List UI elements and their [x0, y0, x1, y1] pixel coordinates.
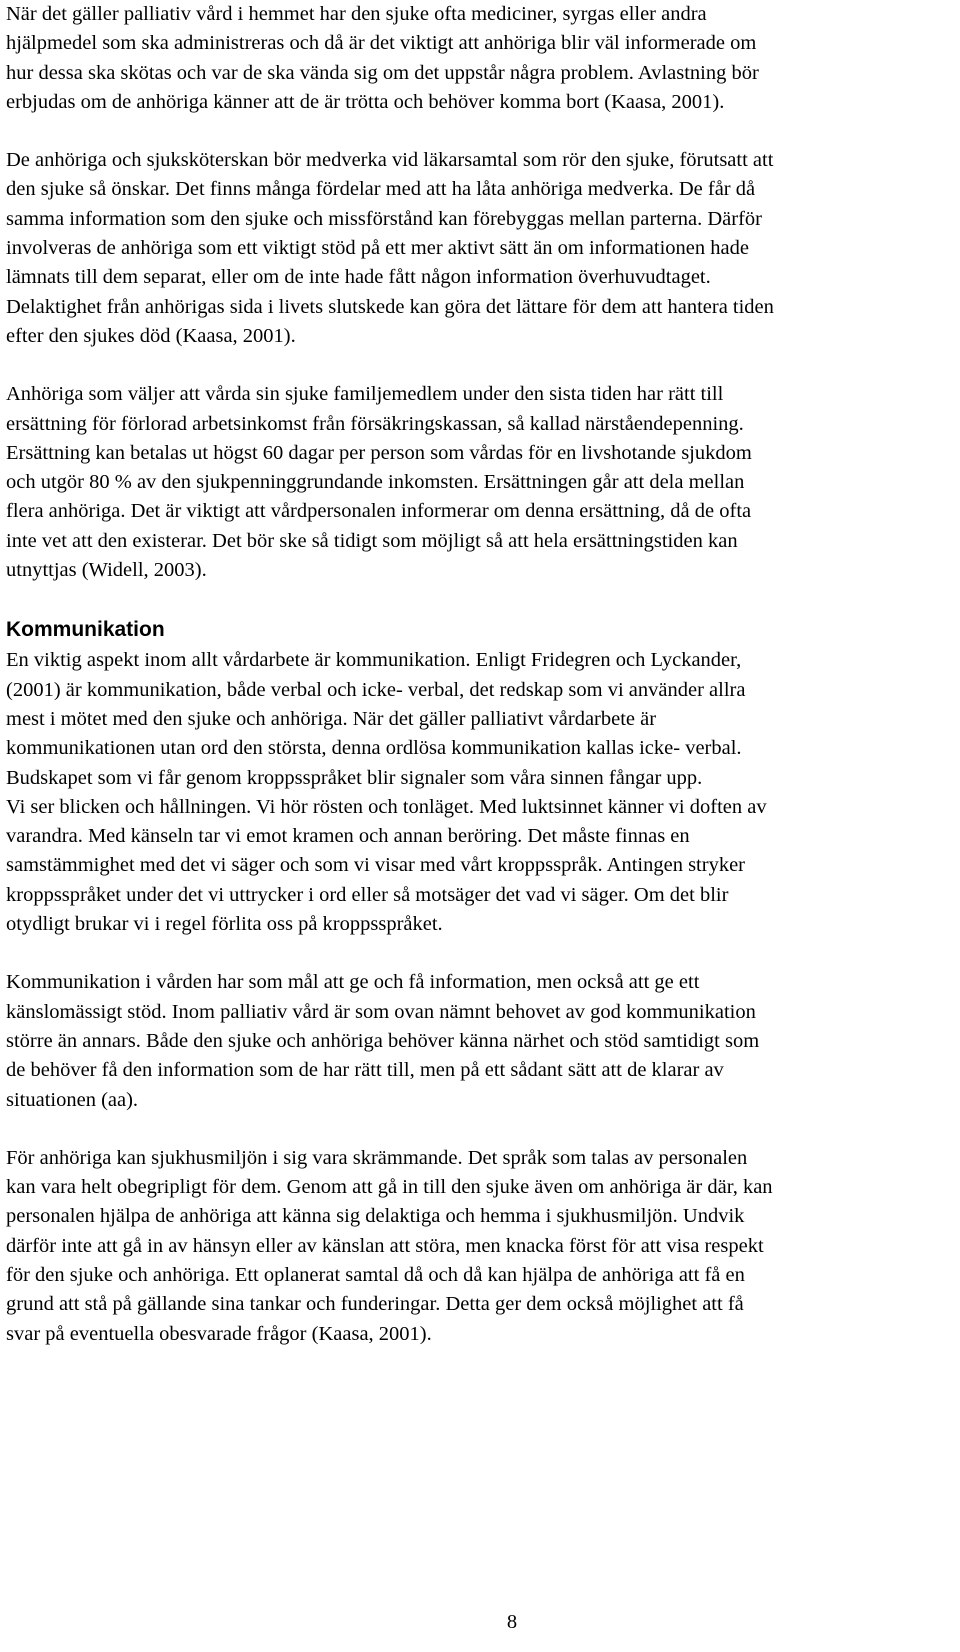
text-line: varandra. Med känseln tar vi emot kramen och annan beröring. Det måste finnas en — [6, 825, 690, 848]
text-line: därför inte att gå in av hänsyn eller av känslan att störa, men knacka först för att visa respekt — [6, 1234, 764, 1257]
text-line: Budskapet som vi får genom kroppsspråket blir signaler som våra sinnen fångar upp. — [6, 766, 703, 789]
paragraph — [6, 0, 938, 117]
text-line: och utgör 80 % av den sjukpenninggrundande inkomsten. Ersättningen går att dela mellan — [6, 471, 745, 494]
text-line: Ersättning kan betalas ut högst 60 dagar per person som vårdas för en livshotande sjukdom — [6, 441, 752, 464]
text-line: större än annars. Både den sjuke och anhöriga behöver känna närhet och stöd samtidigt som — [6, 1029, 760, 1052]
document-page — [6, 0, 938, 1349]
text-line: samstämmighet med det vi säger och som vi visar med vårt kroppsspråk. Antingen stryker — [6, 854, 745, 877]
text-line: Vi ser blicken och hållningen. Vi hör rösten och tonläget. Med luktsinnet känner vi doften av — [6, 795, 767, 818]
paragraph — [6, 646, 938, 939]
text-line: utnyttjas (Widell, 2003). — [6, 559, 207, 582]
text-line: efter den sjukes död (Kaasa, 2001). — [6, 324, 296, 347]
text-line: hur dessa ska skötas och var de ska vända sig om det uppstår några problem. Avlastning bör — [6, 61, 759, 84]
text-line: den sjuke så önskar. Det finns många fördelar med att ha låta anhöriga medverka. De får då — [6, 178, 756, 201]
text-line: samma information som den sjuke och missförstånd kan förebyggas mellan parterna. Därför — [6, 207, 763, 230]
page-number: 8 — [506, 1611, 518, 1633]
text-line: erbjudas om de anhöriga känner att de är trötta och behöver komma bort (Kaasa, 2001). — [6, 90, 725, 113]
text-line: kommunikationen utan ord den största, denna ordlösa kommunikation kallas icke- verbal. — [6, 737, 742, 760]
paragraph-spacer — [6, 585, 938, 614]
section-heading: Kommunikation — [6, 618, 165, 642]
text-line: involveras de anhöriga som ett viktigt stöd på ett mer aktivt sätt än om informationen hade — [6, 237, 749, 260]
paragraph — [6, 968, 938, 1114]
text-line: känslomässigt stöd. Inom palliativ vård är som ovan nämnt behovet av god kommunikation — [6, 1000, 756, 1023]
text-line: mest i mötet med den sjuke och anhöriga. När det gäller palliativt vårdarbete är — [6, 707, 657, 730]
text-line: För anhöriga kan sjukhusmiljön i sig vara skrämmande. Det språk som talas av personalen — [6, 1146, 748, 1169]
paragraph — [6, 1144, 938, 1349]
text-line: hjälpmedel som ska administreras och då är det viktigt att anhöriga blir väl informerade om — [6, 32, 757, 55]
text-line: de behöver få den information som de har rätt till, men på ett sådant sätt att de klarar av — [6, 1059, 724, 1082]
text-line: inte vet att den existerar. Det bör ske så tidigt som möjligt så att hela ersättningstiden kan — [6, 529, 738, 552]
text-line: De anhöriga och sjuksköterskan bör medverka vid läkarsamtal som rör den sjuke, förutsatt att — [6, 149, 774, 172]
text-line: ersättning för förlorad arbetsinkomst från försäkringskassan, så kallad närståendepenning. — [6, 412, 744, 435]
paragraph-spacer — [6, 117, 938, 146]
text-line: för den sjuke och anhöriga. Ett oplanerat samtal då och då kan hjälpa de anhöriga att få en — [6, 1263, 745, 1286]
text-line: lämnats till dem separat, eller om de inte hade fått någon information överhuvudtaget. — [6, 266, 711, 289]
text-line: Delaktighet från anhörigas sida i livets slutskede kan göra det lättare för dem att hantera tiden — [6, 295, 774, 318]
text-line: situationen (aa). — [6, 1088, 139, 1111]
paragraph — [6, 146, 938, 351]
text-line: Anhöriga som väljer att vårda sin sjuke familjemedlem under den sista tiden har rätt till — [6, 383, 724, 406]
paragraph-spacer — [6, 1115, 938, 1144]
text-line: kan vara helt obegripligt för dem. Genom att gå in till den sjuke även om anhöriga är där, kan — [6, 1176, 773, 1199]
text-line: En viktig aspekt inom allt vårdarbete är kommunikation. Enligt Fridegren och Lyckander, — [6, 649, 742, 672]
text-line: kroppsspråket under det vi uttrycker i ord eller så motsäger det vad vi säger. Om det blir — [6, 883, 729, 906]
paragraph-spacer — [6, 351, 938, 380]
text-line: När det gäller palliativ vård i hemmet har den sjuke ofta mediciner, syrgas eller andra — [6, 3, 707, 25]
text-line: Kommunikation i vården har som mål att ge och få information, men också att ge ett — [6, 971, 700, 994]
text-line: flera anhöriga. Det är viktigt att vårdpersonalen informerar om denna ersättning, då de ofta — [6, 500, 752, 523]
text-line: personalen hjälpa de anhöriga att känna sig delaktiga och hemma i sjukhusmiljön. Undvik — [6, 1205, 745, 1228]
text-line: grund att stå på gällande sina tankar och funderingar. Detta ger dem också möjlighet att få — [6, 1293, 744, 1316]
text-line: svar på eventuella obesvarade frågor (Kaasa, 2001). — [6, 1322, 432, 1345]
paragraph-spacer — [6, 939, 938, 968]
text-line: otydligt brukar vi i regel förlita oss på kroppsspråket. — [6, 913, 443, 936]
paragraph — [6, 380, 938, 585]
text-line: (2001) är kommunikation, både verbal och icke- verbal, det redskap som vi använder allra — [6, 678, 746, 701]
